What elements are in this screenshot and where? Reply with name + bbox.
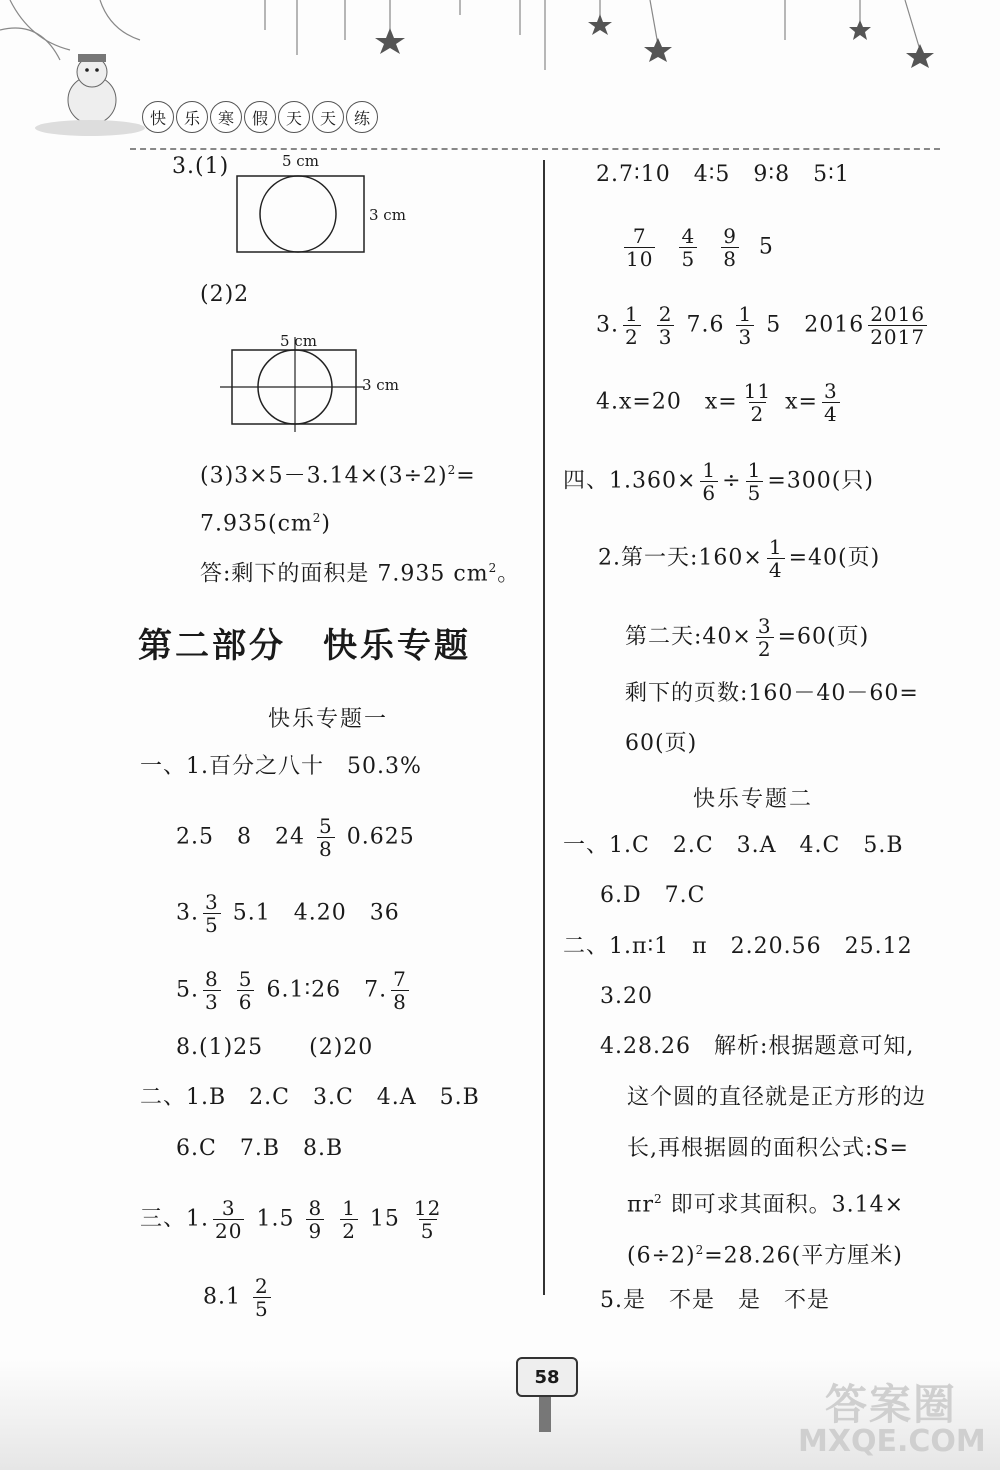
fraction <box>822 380 840 425</box>
numerator: 8 <box>308 1196 323 1220</box>
fraction <box>721 225 739 270</box>
t2-3: 二、1.π∶1 π 2.20.56 25.12 <box>563 934 913 959</box>
star-icon <box>849 20 871 40</box>
s4-5: 60(页) <box>625 731 698 756</box>
fraction <box>340 1197 358 1242</box>
expr: = <box>456 463 476 489</box>
expr: 7.6 <box>686 312 725 338</box>
numerator: 5 <box>318 814 333 838</box>
expr: 4.x=20 x= <box>596 389 738 415</box>
s2-2: 6.C 7.B 8.B <box>176 1136 344 1161</box>
q3-3-line2 <box>200 503 331 539</box>
expr: 即可求其面积。3.14× <box>662 1192 905 1218</box>
denominator: 4 <box>823 402 838 426</box>
fraction <box>412 1197 443 1242</box>
numerator: 1 <box>738 302 753 326</box>
numerator: 7 <box>393 967 407 991</box>
t2-2: 6.D 7.C <box>600 883 706 908</box>
expr: 7.935(cm <box>200 511 313 537</box>
denominator: 9 <box>308 1219 323 1243</box>
superscript: 2 <box>312 511 322 525</box>
s3-1 <box>140 1197 447 1242</box>
expr: 15 <box>369 1206 400 1232</box>
denominator: 2017 <box>870 325 926 349</box>
r3 <box>596 303 931 348</box>
sign-post <box>539 1392 551 1432</box>
denominator: 5 <box>205 913 219 937</box>
denominator: 3 <box>738 325 753 349</box>
fraction <box>756 615 774 660</box>
expr: =60(页) <box>777 624 870 650</box>
fraction <box>623 303 641 348</box>
numerator: 3 <box>205 890 219 914</box>
t2-10: 5.是 不是 是 不是 <box>600 1288 830 1313</box>
star-icon <box>588 14 612 35</box>
expr: 三、1. <box>140 1206 209 1232</box>
denominator: 6 <box>702 481 717 505</box>
t2-6: 这个圆的直径就是正方形的边 <box>627 1085 927 1110</box>
expr: 5. <box>176 977 199 1003</box>
r2: 2.7∶10 4∶5 9∶8 5∶1 <box>596 162 850 187</box>
fraction <box>736 303 754 348</box>
star-icon <box>906 44 934 68</box>
t2-7: 长,再根据圆的面积公式:S= <box>627 1136 909 1161</box>
topic1-title: 快乐专题一 <box>268 707 389 732</box>
fraction <box>213 1197 244 1242</box>
expr: 8.1 <box>203 1284 241 1310</box>
numerator: 1 <box>768 535 783 559</box>
t2-4: 3.20 <box>600 984 653 1009</box>
fraction <box>746 459 764 504</box>
numerator: 1 <box>625 302 639 326</box>
fraction <box>253 1275 271 1320</box>
t2-9 <box>627 1235 903 1271</box>
s1-3 <box>176 891 400 936</box>
fraction <box>624 225 655 270</box>
s4-2 <box>598 536 880 581</box>
numerator: 3 <box>823 379 838 403</box>
expr: (3)3×5－3.14×(3÷2) <box>200 463 448 489</box>
fraction <box>391 968 409 1013</box>
superscript: 2 <box>653 1192 663 1206</box>
numerator: 4 <box>681 224 696 248</box>
fraction <box>306 1197 324 1242</box>
expr: 四、1.360× <box>563 468 697 494</box>
header-dashed-rule <box>130 148 940 150</box>
denominator: 20 <box>215 1219 243 1243</box>
watermark-logo: 答案圈 <box>825 1380 958 1429</box>
page-number: 58 <box>516 1357 578 1397</box>
denominator: 2 <box>750 402 765 426</box>
denominator: 5 <box>747 481 762 505</box>
q3-2: (2)2 <box>200 282 250 307</box>
superscript: 2 <box>447 463 457 477</box>
expr: 3. <box>176 900 199 926</box>
denominator: 2 <box>342 1219 356 1243</box>
expr: πr <box>627 1192 654 1218</box>
fig2-height-label: 3 cm <box>362 376 399 394</box>
expr: 5 2016 <box>766 312 865 338</box>
expr: 6.1∶26 7. <box>266 977 388 1003</box>
superscript: 2 <box>488 561 498 575</box>
r2-fractions <box>620 225 774 270</box>
numerator: 1 <box>747 458 762 482</box>
expr: =28.26(平方厘米) <box>704 1243 903 1269</box>
t2-8 <box>627 1184 904 1220</box>
expr: x= <box>785 389 818 415</box>
denominator: 3 <box>205 990 219 1014</box>
fraction <box>679 225 697 270</box>
banner-char: 乐 <box>176 101 208 133</box>
numerator: 1 <box>342 1196 356 1220</box>
denominator: 6 <box>238 990 253 1014</box>
s4-1 <box>563 459 874 504</box>
fraction <box>237 968 255 1013</box>
numerator: 3 <box>757 614 772 638</box>
expr: 。 <box>497 561 521 587</box>
fraction <box>767 536 785 581</box>
denominator: 5 <box>420 1219 435 1243</box>
answer-line <box>200 553 520 589</box>
expr: (6÷2) <box>627 1243 696 1269</box>
denominator: 8 <box>393 990 407 1014</box>
denominator: 8 <box>318 837 333 861</box>
banner-char: 寒 <box>210 101 242 133</box>
topic2-title: 快乐专题二 <box>693 787 814 812</box>
banner-char: 快 <box>142 101 174 133</box>
expr: 答:剩下的面积是 7.935 cm <box>200 561 489 587</box>
q3-3-line1 <box>200 455 476 491</box>
denominator: 4 <box>768 558 783 582</box>
numerator: 9 <box>723 224 737 248</box>
numerator: 2016 <box>870 302 926 326</box>
expr: 5.1 4.20 36 <box>232 900 400 926</box>
fraction <box>742 380 773 425</box>
star-icon <box>375 28 405 54</box>
expr: =40(页) <box>788 545 881 571</box>
expr: 5 <box>758 234 774 260</box>
banner-char: 练 <box>346 101 378 133</box>
fraction <box>868 303 927 348</box>
snowman-icon <box>35 54 145 136</box>
fraction <box>203 891 221 936</box>
numerator: 11 <box>743 379 772 403</box>
numerator: 5 <box>238 967 253 991</box>
denominator: 8 <box>723 247 737 271</box>
denominator: 10 <box>626 247 654 271</box>
s2-1: 二、1.B 2.C 3.C 4.A 5.B <box>140 1085 480 1110</box>
s1-5 <box>176 968 413 1013</box>
column-divider <box>543 160 545 1295</box>
s3-8 <box>203 1275 275 1320</box>
superscript: 2 <box>695 1243 705 1257</box>
banner-char: 天 <box>312 101 344 133</box>
denominator: 5 <box>681 247 696 271</box>
denominator: 2 <box>757 637 772 661</box>
expr: 2.5 8 24 <box>176 824 305 850</box>
denominator: 3 <box>658 325 673 349</box>
expr: 第二天:40× <box>625 624 752 650</box>
banner-char: 天 <box>278 101 310 133</box>
numerator: 12 <box>413 1196 442 1220</box>
denominator: 2 <box>625 325 639 349</box>
fraction <box>203 968 221 1013</box>
expr: 0.625 <box>346 824 415 850</box>
header-banner <box>142 101 380 133</box>
numerator: 8 <box>205 967 219 991</box>
expr: ÷ <box>722 468 742 494</box>
q3-1-label: 3.(1) <box>172 154 230 179</box>
fraction <box>657 303 675 348</box>
fraction <box>700 459 718 504</box>
figure-rectangle-circle-1 <box>236 172 366 254</box>
s1-1: 一、1.百分之八十 50.3% <box>140 754 422 779</box>
fig2-width-label: 5 cm <box>280 332 317 350</box>
expr: ) <box>321 511 331 537</box>
s1-2 <box>176 815 415 860</box>
numerator: 2 <box>658 302 673 326</box>
fig1-height-label: 3 cm <box>369 206 406 224</box>
star-icon <box>644 38 672 62</box>
t2-1: 一、1.C 2.C 3.A 4.C 5.B <box>563 833 904 858</box>
watermark-url: MXQE.COM <box>798 1424 986 1459</box>
r4 <box>596 380 844 425</box>
denominator: 5 <box>255 1297 269 1321</box>
banner-char: 假 <box>244 101 276 133</box>
numerator: 3 <box>221 1196 236 1220</box>
part2-title: 第二部分 快乐专题 <box>138 626 471 666</box>
expr: 1.5 <box>256 1206 295 1232</box>
numerator: 7 <box>632 224 647 248</box>
fig1-width-label: 5 cm <box>282 152 319 170</box>
numerator: 1 <box>702 458 717 482</box>
s4-3 <box>625 615 869 660</box>
t2-5: 4.28.26 解析:根据题意可知, <box>600 1034 915 1059</box>
fraction <box>317 815 335 860</box>
expr: 2.第一天:160× <box>598 545 763 571</box>
s1-8: 8.(1)25 (2)20 <box>176 1035 374 1060</box>
expr: 3. <box>596 312 619 338</box>
expr: =300(只) <box>767 468 874 494</box>
s4-4: 剩下的页数:160－40－60= <box>625 681 919 706</box>
numerator: 2 <box>255 1274 269 1298</box>
